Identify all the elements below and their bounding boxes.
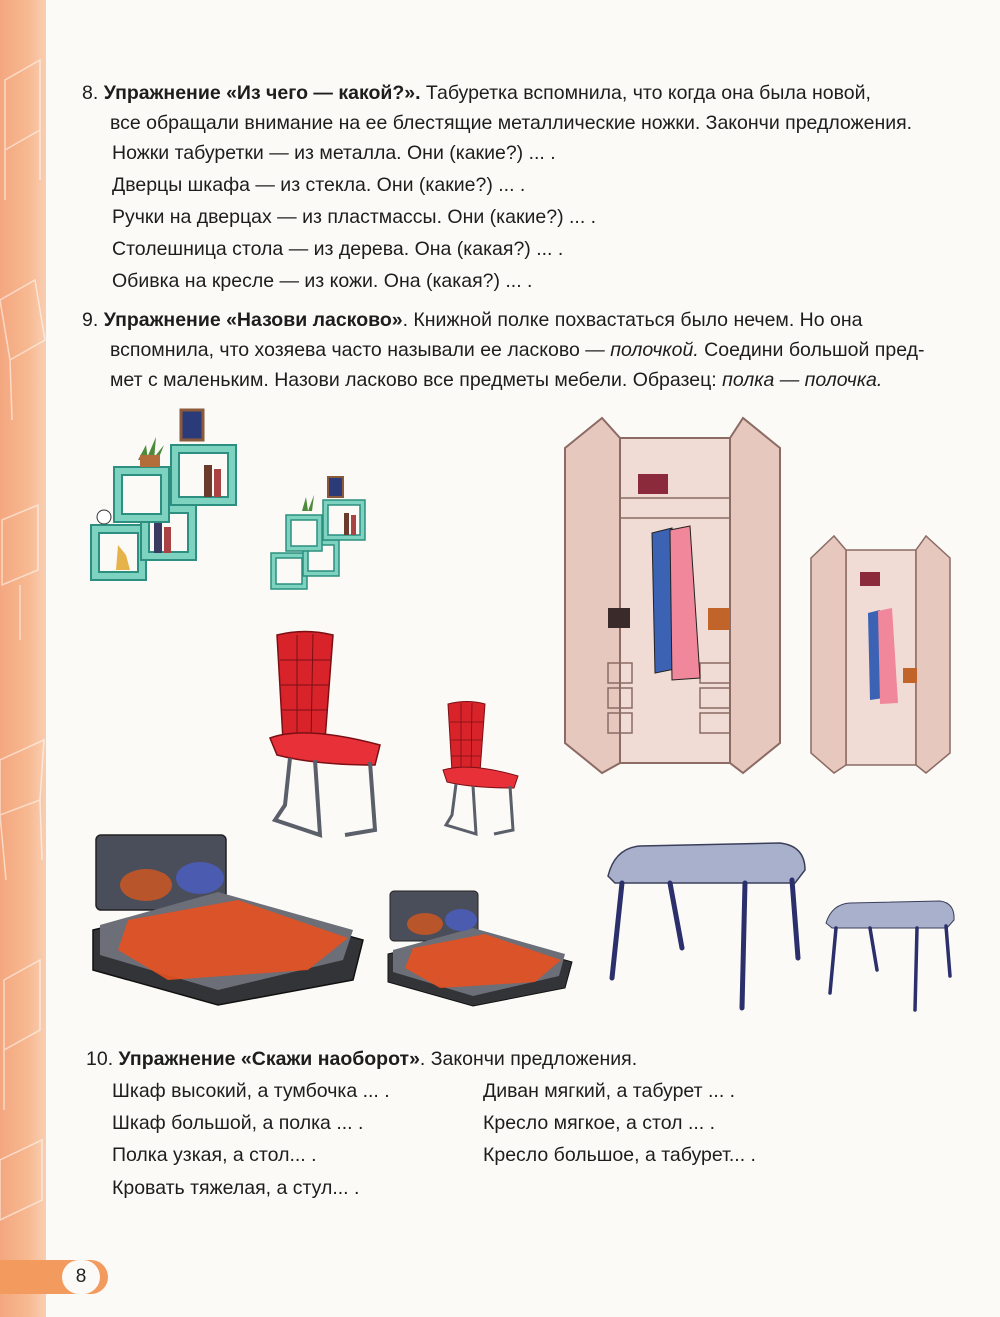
page-number: 8 bbox=[62, 1260, 100, 1294]
exercise-8-line-1: Ножки табуретки — из металла. Они (какие?) ... . bbox=[112, 142, 556, 164]
exercise-8-text-2: все обращали внимание на ее блестящие металлические ножки. Закончи предложения. bbox=[110, 112, 913, 134]
exercise-9 bbox=[82, 305, 957, 395]
exercise-10 bbox=[82, 1044, 957, 1074]
exercise-10-right-1: Диван мягкий, а табурет ... . bbox=[483, 1080, 736, 1102]
shelf-big-illustration bbox=[86, 405, 246, 590]
exercise-8-line-5: Обивка на кресле — из кожи. Она (какая?) ... . bbox=[112, 270, 533, 292]
wardrobe-big-illustration bbox=[560, 408, 785, 778]
exercise-10-left-1: Шкаф высокий, а тумбочка ... . bbox=[112, 1080, 390, 1102]
exercise-8-line-4: Столешница стола — из дерева. Она (какая?) ... . bbox=[112, 238, 564, 260]
exercise-10-text: . Закончи предложения. bbox=[419, 1048, 638, 1070]
chair-sketch-pattern bbox=[0, 0, 46, 1317]
exercise-9-italic-b: полка — полочка. bbox=[722, 369, 883, 391]
bed-small-illustration bbox=[385, 888, 575, 1010]
exercise-8-line-2: Дверцы шкафа — из стекла. Они (какие?) ... . bbox=[112, 174, 526, 196]
exercise-10-left-3: Полка узкая, а стол... . bbox=[112, 1144, 317, 1166]
page-number-tab bbox=[0, 1260, 108, 1294]
exercise-9-text-c: Соедини большой пред- bbox=[698, 339, 925, 361]
exercise-8-text-1: Табуретка вспомнила, что когда она была новой, bbox=[420, 82, 871, 104]
exercise-8-line-3: Ручки на дверцах — из пластмассы. Они (какие?) ... . bbox=[112, 206, 597, 228]
shelf-small-illustration bbox=[268, 475, 368, 593]
exercise-10-right-2: Кресло мягкое, а стол ... . bbox=[483, 1112, 716, 1134]
bed-big-illustration bbox=[88, 830, 366, 1010]
chair-small-illustration bbox=[440, 700, 522, 840]
wardrobe-small-illustration bbox=[808, 528, 953, 778]
exercise-10-number: 10. bbox=[86, 1048, 114, 1070]
exercise-9-title: Упражнение «Назови ласково» bbox=[103, 309, 403, 331]
exercise-8 bbox=[82, 78, 957, 138]
exercise-9-text-a: . Книжной полке похвастаться было нечем. Но она bbox=[402, 309, 863, 331]
exercise-9-text-b: вспомнила, что хозяева часто называли ее ласково — bbox=[110, 339, 605, 361]
decorative-side-strip bbox=[0, 0, 46, 1317]
exercise-9-number: 9. bbox=[82, 309, 99, 331]
exercise-10-title: Упражнение «Скажи наоборот» bbox=[118, 1048, 420, 1070]
exercise-9-text-d: мет с маленьким. Назови ласково все предметы мебели. Образец: bbox=[110, 369, 717, 391]
exercise-10-right-3: Кресло большое, а табурет... . bbox=[483, 1144, 756, 1166]
table-big-illustration bbox=[600, 838, 810, 1018]
exercise-9-italic-a: полочкой. bbox=[610, 339, 699, 361]
exercise-8-title: Упражнение «Из чего — какой?». bbox=[103, 82, 421, 104]
exercise-8-number: 8. bbox=[82, 82, 99, 104]
exercise-10-left-4: Кровать тяжелая, а стул... . bbox=[112, 1177, 360, 1199]
table-small-illustration bbox=[822, 898, 957, 1016]
chair-big-illustration bbox=[265, 630, 387, 840]
exercise-10-left-2: Шкаф большой, а полка ... . bbox=[112, 1112, 364, 1134]
